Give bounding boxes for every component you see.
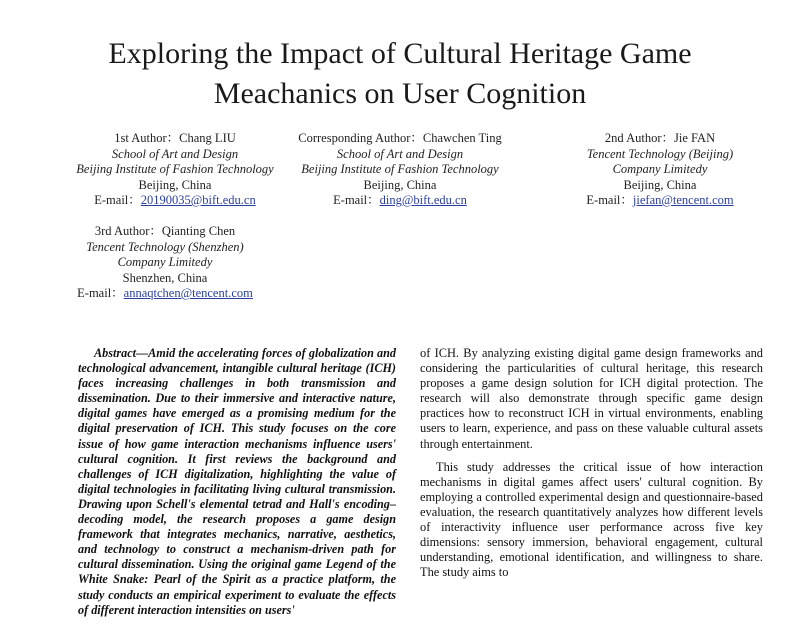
author-role: 1st Author：Chang LIU [114,131,236,145]
author-email-link[interactable]: annaqtchen@tencent.com [123,286,253,300]
paper-title [40,34,760,114]
author-department: School of Art and Design [336,146,464,161]
title-line-2: Meachanics on User Cognition [213,77,587,110]
author-email-link[interactable]: ding@bift.edu.cn [379,193,467,207]
author-city: Beijing, China [138,177,212,192]
body-paragraph-1: of ICH. By analyzing existing digital game design frameworks and considering the particularities of cultural heritage, this research proposes a game design solution for ICH digital protection. The research will also demonstrate through specific game design practices how to reconstruct ICH in virtual environments, enabling users to learn, experience, and pass on these valuable cultural assets through entertainment. [420,346,763,451]
author-company: Company Limitedy [117,255,213,269]
author-department: Tencent Technology (Beijing) [586,146,734,161]
author-role: Corresponding Author：Chawchen Ting [298,131,502,145]
abstract-paragraph: Abstract—Amid the accelerating forces of globalization and technological advancement, intangible cultural heritage (ICH) faces increasing challenges in both transmission and dissemination. Due to their immersive and interactive nature, digital games have emerged as a promising medium for the digital preservation of ICH. This study focuses on the core issue of how game interaction mechanisms influence users' cultural cognition. It first reviews the background and challenges of ICH digitalization, highlighting the value of digital technologies in facilitating living cultural transmission. Drawing upon Schell's elemental tetrad and Hall's encoding–decoding model, the research proposes a game design framework that integrates mechanics, narrative, aesthetics, and technology to construct a mechanism-driven path for cultural dissemination. Using the original game Legend of the White Snake: Pearl of the Spirit as a practice platform, the study conducts an empirical experiment to evaluate the effects of different interaction intensities on users' [78,346,396,617]
author-company: Company Limitedy [612,162,708,176]
title-line-1: Exploring the Impact of Cultural Heritage Game [108,37,692,70]
author-role: 3rd Author：Qianting Chen [94,224,236,238]
author-city: Beijing, China [623,177,697,192]
author-city: Shenzhen, China [122,270,208,285]
email-label: E-mail： [333,193,380,207]
author-email-row [50,286,280,302]
author-city: Beijing, China [363,177,437,192]
email-label: E-mail： [77,286,124,300]
author-block-corresponding [290,131,510,209]
author-block-3 [50,224,280,302]
body-column [420,346,763,588]
author-block-2 [555,131,765,209]
author-email-row [290,193,510,209]
email-label: E-mail： [94,193,141,207]
author-email-link[interactable]: 20190035@bift.edu.cn [140,193,256,207]
email-label: E-mail： [586,193,633,207]
author-role: 2nd Author：Jie FAN [604,131,716,145]
author-institution: Beijing Institute of Fashion Technology [76,162,274,176]
author-department: School of Art and Design [111,146,239,161]
abstract-column [78,346,396,626]
author-email-link[interactable]: jiefan@tencent.com [632,193,734,207]
author-block-1 [60,131,290,209]
author-department: Tencent Technology (Shenzhen) [86,239,244,254]
body-paragraph-2: This study addresses the critical issue of how interaction mechanisms in digital games affect users' cultural cognition. By employing a controlled experimental design and questionnaire-based evaluation, the research quantitatively analyzes how different levels of interactivity influence user performance across five key dimensions: sensory immersion, behavioral engagement, cultural understanding, emotional identification, and willingness to share. The study aims to [420,459,763,580]
author-email-row [555,193,765,209]
author-institution: Beijing Institute of Fashion Technology [301,162,499,176]
author-email-row [60,193,290,209]
